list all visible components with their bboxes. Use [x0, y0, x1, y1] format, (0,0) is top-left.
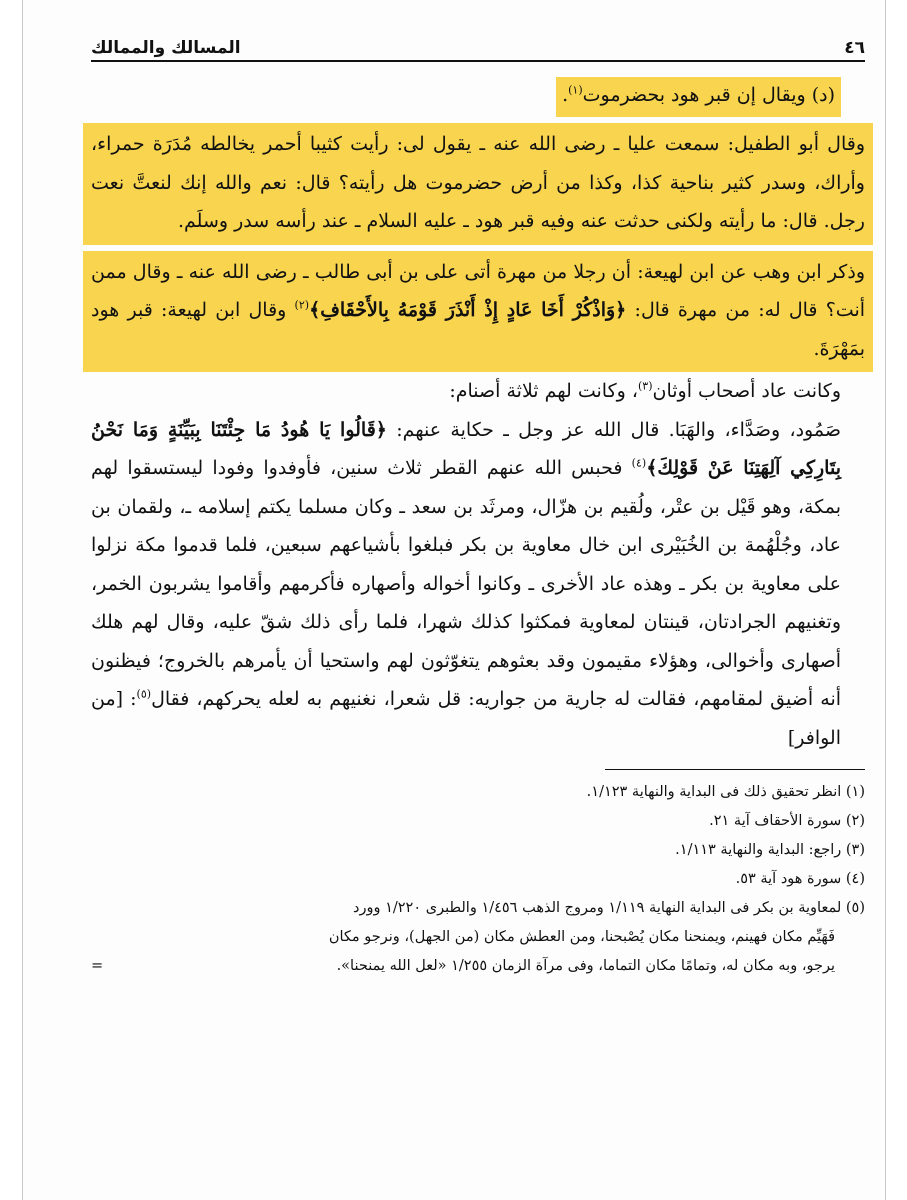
footnote-3: (٣) راجع: البداية والنهاية ١/١١٣. — [675, 842, 865, 858]
footnotes — [91, 778, 865, 981]
footnote-5 — [91, 894, 865, 981]
idols-names-text: صَمُود، وصَدَّاء، والهَبَا. قال الله عز وجل ـ حكاية عنهم: — [396, 418, 841, 441]
footnote-5-cont-2-line — [91, 952, 865, 981]
section-d-line — [91, 76, 865, 117]
footnote-ref-5: (٥) — [136, 687, 152, 701]
paragraph-abu-tufayl — [83, 123, 873, 245]
page-header — [91, 28, 865, 62]
paragraph-ibn-wahb — [83, 251, 873, 373]
highlight-d-line — [556, 77, 841, 117]
book-page — [91, 28, 865, 1188]
footnote-ref-4: (٤) — [631, 456, 647, 470]
story-text: فحبس الله عنهم القطر ثلاث سنين، فأوفدوا وفودا ليستسقوا لهم بمكة، وهو قَيْل بن عتْر، ولُقيم بن هزّال، ومرثَد بن سعد ـ وكان مسلما يكتم إسلامه ـ، ولقمان بن عاد، وجُلْهُمة بن الخُبَيْرى ابن خال معاوية بن بكر فبلغوا بأشياعهم سبعين، فلما قدموا مكة نزلوا على معاوية بن بكر ـ وهذه عاد الأخرى ـ وكانوا أخواله وأصهاره فأكرمهم وأقاموا يشربون الخمر، وتغنيهم الجرادتان، قينتان لمعاوية فمكثوا كذلك شهرا، فلما رأى ذلك شقّ عليه، وقال لهم هلك أصهارى وأخوالى، وهؤلاء مقيمون وقد بعثوهم يتغوّثون لهم واستحيا أن يأمرهم بالخروج؛ فيظنون أنه أضيق لمقامهم، فقالت له جارية من جواريه: قل شعرا، نغنيهم به لعله يحركهم، فقال — [91, 457, 842, 710]
page-number: ٤٦ — [844, 38, 865, 58]
paragraph-aad-idols-end: ، وكانت لهم ثلاثة أصنام: — [449, 380, 638, 402]
running-title: المسالك والممالك — [91, 38, 241, 58]
footnote-ref-1: (١) — [568, 83, 583, 97]
quran-verse-ahqaf: ﴿وَاذْكُرْ أَخَا عَادٍ إِذْ أَنْذَرَ قَوْمَهُ بِالأَحْقَافِ﴾ — [309, 299, 627, 321]
paragraph-ibn-wahb-text: وذكر ابن وهب عن ابن لهيعة: أن رجلا من مهرة أتى على بن أبى طالب ـ رضى الله عنه ـ وقال ممن أنت؟ قال له: من مهرة قال: — [91, 260, 866, 321]
meter-label: : [من الوافر] — [91, 688, 841, 749]
footnote-ref-3: (٣) — [637, 379, 653, 393]
footnote-divider — [605, 769, 865, 770]
footnote-4: (٤) سورة هود آية ٥٣. — [735, 871, 865, 887]
main-text — [91, 76, 865, 757]
footnote-5-text: (٥) لمعاوية بن بكر فى البداية النهاية ١/١١٩ ومروج الذهب ١/٤٥٦ والطبرى ١/٢٢٠ وورد — [353, 900, 865, 916]
paragraph-idols-story — [91, 411, 865, 758]
paragraph-ibn-wahb-end: وقال ابن لهيعة: قبر هود بمَهْرَةَ. — [91, 299, 865, 360]
footnote-2: (٢) سورة الأحقاف آية ٢١. — [709, 813, 865, 829]
page-frame — [22, 0, 886, 1200]
paragraph-aad-idols-text: وكانت عاد أصحاب أوثان — [652, 380, 841, 402]
continued-mark: = — [91, 958, 104, 974]
footnote-ref-2: (٢) — [294, 298, 310, 312]
paragraph-abu-tufayl-text: وقال أبو الطفيل: سمعت عليا ـ رضى الله عنه ـ يقول لى: رأيت كثيبا أحمر يخالطه مُدَرَة حمراء، وأراك، وسدر كثير بناحية كذا، وكذا من أرض حضرموت هل رأيته؟ قال: نعم والله إنك لنعتَّ نعت رجل. قال: ما رأيته ولكنى حدثت عنه وفيه قبر هود ـ عليه السلام ـ عند رأسه سدر وسلَم. — [91, 133, 865, 232]
d-line-text: (د) ويقال إن قبر هود بحضرموت — [582, 84, 835, 106]
footnote-5-cont-1: فَهَيِّم مكان فهينم، ويمنحنا مكان يُصْبحنا، ومن العطش مكان (من الجهل)، ونرجو مكان — [328, 929, 835, 945]
footnote-5-cont-2: يرجو، وبه مكان له، وتمامًا مكان التماما، وفى مرآة الزمان ١/٢٥٥ «لعل الله يمنحنا». — [336, 958, 835, 974]
footnote-1: (١) انظر تحقيق ذلك فى البداية والنهاية ١/١٢٣. — [586, 784, 865, 800]
paragraph-aad-idols — [91, 372, 865, 411]
d-line-end: . — [562, 84, 569, 106]
quran-verse-hud: ﴿قَالُوا يَا هُودُ مَا جِئْتَنَا بِبَيِّنَةٍ وَمَا نَحْنُ بِتَارِكِي آلِهَتِنَا عَنْ قَوْلِكَ﴾ — [91, 418, 841, 479]
